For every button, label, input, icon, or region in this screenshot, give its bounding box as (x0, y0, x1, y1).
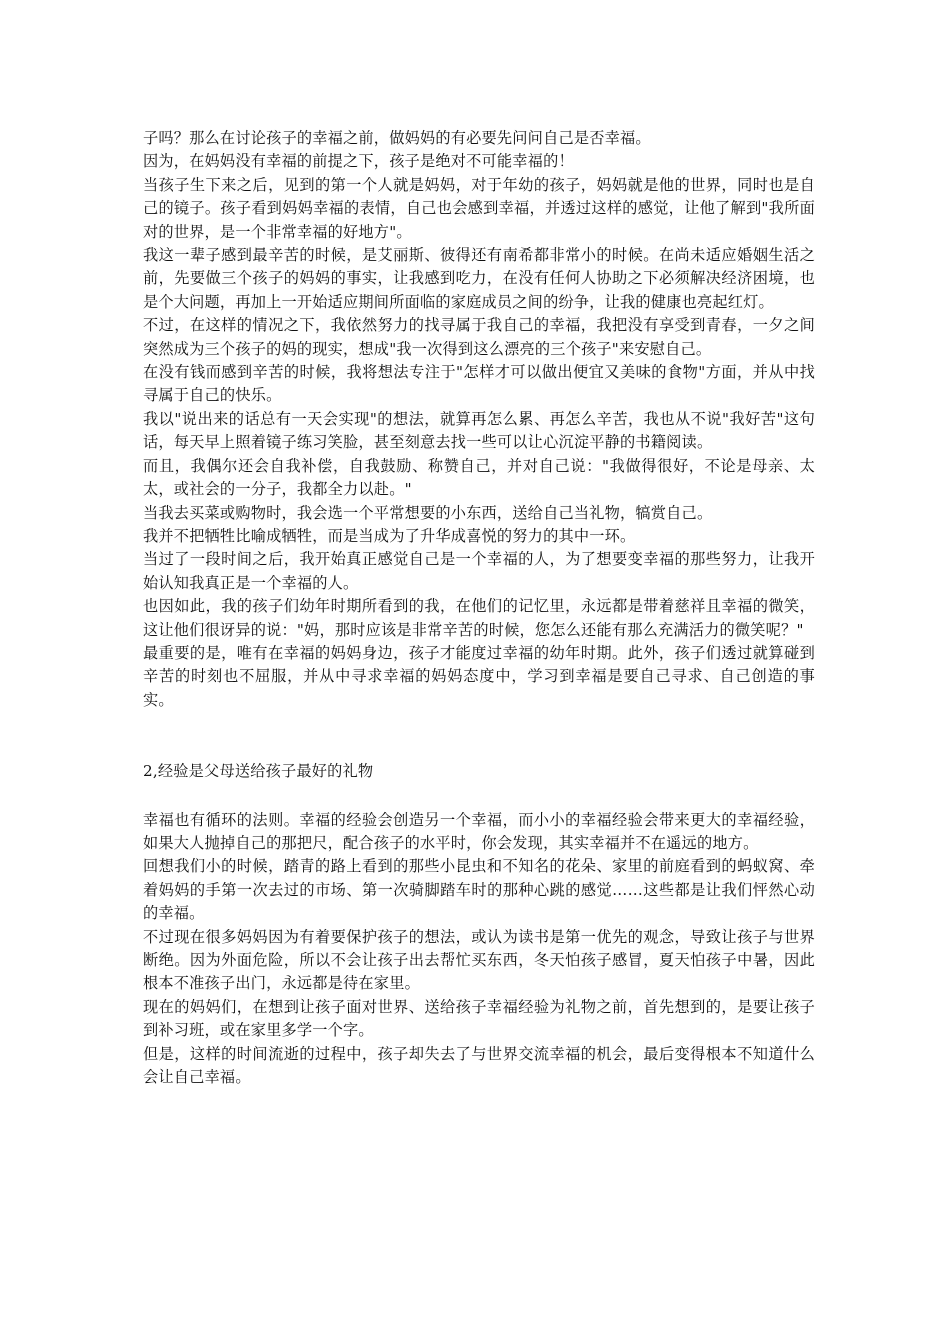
paragraph: 现在的妈妈们，在想到让孩子面对世界、送给孩子幸福经验为礼物之前，首先想到的，是要让孩子到补习班，或在家里多学一个字。 (143, 997, 815, 1040)
section-spacer (143, 784, 815, 809)
paragraph: 最重要的是，唯有在幸福的妈妈身边，孩子才能度过幸福的幼年时期。此外，孩子们透过就算碰到辛苦的时刻也不屈服，并从中寻求幸福的妈妈态度中，学习到幸福是要自己寻求、自己创造的事实。 (143, 643, 815, 709)
paragraph: 不过，在这样的情况之下，我依然努力的找寻属于我自己的幸福，我把没有享受到青春，一夕之间突然成为三个孩子的妈的现实，想成"我一次得到这么漂亮的三个孩子"来安慰自己。 (143, 316, 815, 358)
paragraph: 我这一辈子感到最辛苦的时候，是艾丽斯、彼得还有南希都非常小的时候。在尚未适应婚姻生活之前，先要做三个孩子的妈妈的事实，让我感到吃力，在没有任何人协助之下必须解决经济困境，也是个大问题，再加上一开始适应期间所面临的家庭成员之间的纷争，让我的健康也亮起红灯。 (143, 246, 815, 311)
paragraph: 回想我们小的时候，踏青的路上看到的那些小昆虫和不知名的花朵、家里的前庭看到的蚂蚁窝、牵着妈妈的手第一次去过的市场、第一次骑脚踏车时的那种心跳的感觉……这些都是让我们怦然心动的幸福。 (143, 857, 815, 923)
paragraph: 子吗？那么在讨论孩子的幸福之前，做妈妈的有必要先问问自己是否幸福。 (143, 129, 651, 147)
paragraph: 在没有钱而感到辛苦的时候，我将想法专注于"怎样才可以做出便宜又美味的食物"方面，并从中找寻属于自己的快乐。 (143, 363, 815, 405)
paragraph: 但是，这样的时间流逝的过程中，孩子却失去了与世界交流幸福的机会，最后变得根本不知道什么会让自己幸福。 (143, 1044, 815, 1087)
paragraph: 而且，我偶尔还会自我补偿，自我鼓励、称赞自己，并对自己说："我做得很好，不论是母亲、太太，或社会的一分子，我都全力以赴。" (143, 456, 815, 499)
paragraph: 我以"说出来的话总有一天会实现"的想法，就算再怎么累、再怎么辛苦，我也从不说"我好苦"这句话，每天早上照着镜子练习笑脸，甚至刻意去找一些可以让心沉淀平静的书籍阅读。 (143, 409, 815, 452)
paragraph: 当孩子生下来之后，见到的第一个人就是妈妈，对于年幼的孩子，妈妈就是他的世界，同时也是自己的镜子。孩子看到妈妈幸福的表情，自己也会感到幸福，并透过这样的感觉，让他了解到"我所面对的世界，是一个非常幸福的好地方"。 (143, 175, 815, 241)
paragraph: 我并不把牺牲比喻成牺牲，而是当成为了升华成喜悦的努力的其中一环。 (143, 526, 636, 545)
section-spacer (143, 712, 815, 760)
paragraph: 因为，在妈妈没有幸福的前提之下，孩子是绝对不可能幸福的！ (143, 152, 574, 171)
paragraph: 当过了一段时间之后，我开始真正感觉自己是一个幸福的人，为了想要变幸福的那些努力，让我开始认知我真正是一个幸福的人。 (143, 550, 815, 592)
section-heading: 2,经验是父母送给孩子最好的礼物 (143, 762, 374, 781)
paragraph: 不过现在很多妈妈因为有着要保护孩子的想法，或认为读书是第一优先的观念，导致让孩子与世界断绝。因为外面危险，所以不会让孩子出去帮忙买东西，冬天怕孩子感冒，夏天怕孩子中暑，因此根本不准孩子出门，永远都是待在家里。 (143, 927, 815, 993)
paragraph: 幸福也有循环的法则。幸福的经验会创造另一个幸福，而小小的幸福经验会带来更大的幸福经验，如果大人抛掉自己的那把尺，配合孩子的水平时，你会发现，其实幸福并不在遥远的地方。 (143, 810, 815, 852)
paragraph: 也因如此，我的孩子们幼年时期所看到的我，在他们的记忆里，永远都是带着慈祥且幸福的微笑，这让他们很讶异的说："妈，那时应该是非常辛苦的时候，您怎么还能有那么充满活力的微笑呢？" (143, 597, 815, 639)
paragraph: 当我去买菜或购物时，我会选一个平常想要的小东西，送给自己当礼物，犒赏自己。 (143, 503, 713, 522)
document-body (143, 127, 815, 1089)
